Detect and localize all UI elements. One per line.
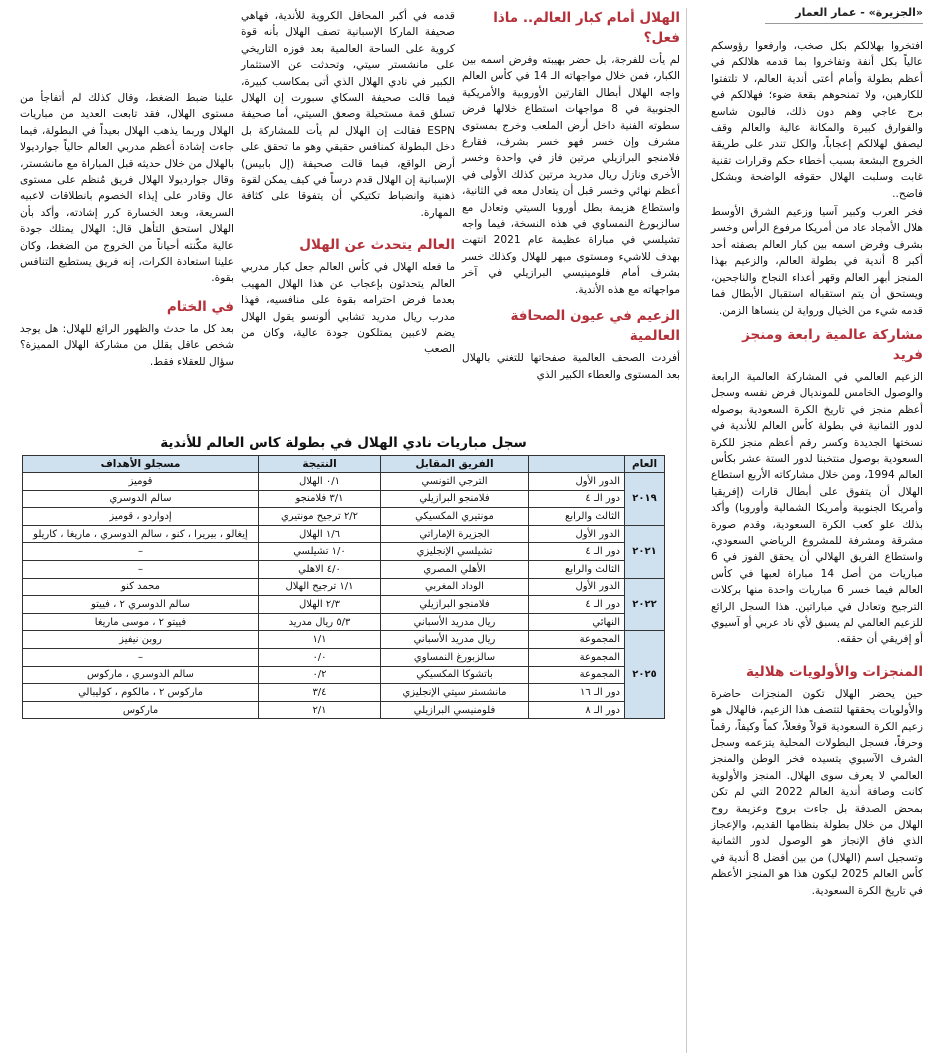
section-paragraph: حين يحضر الهلال تكون المنجزات حاضرة والأولويات يحققها لتتصف هذا الزعيم، فالهلال هو زعيم الكرة السعودية قولاً وفعلاً، كماً وكيفاً، رقماً وحرفاً، فسجل البطولات المحلية يتزعمه وسجل الشرف الآسيوي يتسيده فخر الوطن والمنجز العالمي لا يعرف سوى الهلال. المنجز والأولوية كانت وصافة أندية العالم 2022 التي لم تكن بمحض الصدفة بل جاءت بروح وعزيمة روح الهلال من خلال بطولة بنظامها القديم، والإعجاز الذي فاق الإنجاز هو الوصول لدور الثمانية وتسجيل اسم (الهلال) من بين أفضل 8 أندية في كأس العالم 2025 ليكون هذا هو المنجز الأعظم في تاريخ الكرة السعودية. xyxy=(711,687,923,897)
column-mid-left xyxy=(241,8,455,358)
stage-cell: الدور الأول xyxy=(529,525,625,543)
result-cell: ٣/٤ xyxy=(259,684,381,702)
table-row xyxy=(23,701,665,719)
column-divider xyxy=(686,8,687,1053)
column-left xyxy=(20,90,234,370)
scorers-cell: سالم الدوسري ، ماركوس xyxy=(23,666,259,684)
opponent-cell: الوداد المغربي xyxy=(381,578,529,596)
header-opponent: الفريق المقابل xyxy=(381,456,529,473)
table-header-row xyxy=(23,456,665,473)
year-cell: ٢٠١٩ xyxy=(625,473,665,526)
scorers-cell: قوميز xyxy=(23,473,259,491)
opponent-cell: الأهلي المصري xyxy=(381,560,529,578)
scorers-cell: سالم الدوسري xyxy=(23,490,259,508)
intro-paragraph-2: فخر العرب وكبير آسيا وزعيم الشرق الأوسط هلال الأمجاد عاد من أمريكا مرفوع الرأس وخسر بشرف وفرض اسمه بين كبار العالم بصفته أحد أكبر 8 أندية في بطولة العالم، والزعيم بهذا المنجز أبهر العالم وقهر أعداء النجاح والناجحين، ويستحق أن يتم استقباله استقبال الأبطال فما قدمه شيء من الخيال ورواية لن ينساها الزمن. xyxy=(711,206,923,317)
table-row xyxy=(23,525,665,543)
stage-cell: دور الـ ١٦ xyxy=(529,684,625,702)
result-cell: ٠/١ الهلال xyxy=(259,473,381,491)
opponent-cell: تشيلسي الإنجليزي xyxy=(381,543,529,561)
header-result: النتيجة xyxy=(259,456,381,473)
scorers-cell: ماركوس ٢ ، مالكوم ، كوليبالي xyxy=(23,684,259,702)
section-paragraph: قدمه في أكبر المحافل الكروية للأندية، فهاهي صحيفة الماركا الإسبانية تصف الهلال بأنه قوة كروية على الساحة العالمية بعد فوزه التاريخي على مانشستر سيتي، وتحدثت عن الاستثمار الكبير في نادي الهلال الذي أتى بمكاسب كبيرة، فيما قالت صحيفة السكاي سبورت إن الهلال تسلق قمة مستحيلة وصعق السيتي، أما صحيفة ESPN فقالت إن الهلال لم يأت للمشاركة بل دخل البطولة كمنافس حقيقي وهو ما تحقق على أرض الواقع، فيما قالت صحيفة (إل بابيس) الإسبانية إن الهلال قدم درساً في كيف يمكن لقوة ذهنية وانضباط تكتيكي أن يتفوقا على كثافة المهارة. xyxy=(241,10,455,219)
opponent-cell: باتشوكا المكسيكي xyxy=(381,666,529,684)
table-row xyxy=(23,508,665,526)
result-cell: ١/١ xyxy=(259,631,381,649)
scorers-cell: – xyxy=(23,648,259,666)
column-right xyxy=(711,38,923,899)
header-scorers: مسجلو الأهداف xyxy=(23,456,259,473)
header-stage xyxy=(529,456,625,473)
table-row xyxy=(23,490,665,508)
stage-cell: دور الـ ٤ xyxy=(529,490,625,508)
results-table xyxy=(22,455,665,719)
result-cell: ٣/١ فلامنجو xyxy=(259,490,381,508)
opponent-cell: ريال مدريد الأسباني xyxy=(381,613,529,631)
opponent-cell: الترجي التونسي xyxy=(381,473,529,491)
table-row xyxy=(23,543,665,561)
result-cell: ٠/٠ xyxy=(259,648,381,666)
result-cell: ١/٠ تشيلسي xyxy=(259,543,381,561)
year-cell: ٢٠٢٢ xyxy=(625,578,665,631)
result-cell: ٢/٣ الهلال xyxy=(259,596,381,614)
section-paragraph: الزعيم العالمي في المشاركة العالمية الرابعة والوصول الخامس للمونديال فرض نفسه وسجل أعظم منجز في تاريخ الكرة السعودية بوصوله لدور الثمانية في بطولة كأس العالم للأندية في نسختها الجديدة وكسر رقم أعظم منجز للكرة السعودية بوصول منتخبنا لدور الستة عشر بكأس العالم 1994، ومن خلال مشاركاته الأربع استطاع الهلال أن يتفوق على أبطال قارات (إفريقيا وأمريكا الجنوبية وأمريكا الشمالية وأوروبا) وأكد بذلك علو كعب الكرة السعودية، وقدم صورة مشرقة ومشرفة للمشروع الرياضي السعودي، واستطاع الفريق الهلالي أن يحقق الفوز في 6 مباريات من أصل 14 مباراة لعبها في كأس العالم فيما خسر 6 مباريات واحدة منها بركلات الترجيح وتعادل في مباراتين. هذا السجل الرائع للزعيم العالمي لم يسبق لأي ناد عربي أو آسيوي أو إفريقي أن حققه. xyxy=(711,370,923,646)
section-paragraph: ما فعله الهلال في كأس العالم جعل كبار مدربي العالم يتحدثون بإعجاب عن هذا الهلال المهيب بعدما فرض احترامه بقوة على منافسيه، فهذا مدرب ريال مدريد تشابي ألونسو يقول الهلال يضم لاعبين يمتلكون جودة عالية، وكان من الصعب xyxy=(241,261,455,356)
section-heading: المنجزات والأولويات هلالية xyxy=(745,663,923,680)
result-cell: ٤/٠ الاهلي xyxy=(259,560,381,578)
opponent-cell: فلامنجو البرازيلي xyxy=(381,596,529,614)
result-cell: ٥/٣ ريال مدريد xyxy=(259,613,381,631)
result-cell: ١/٦ الهلال xyxy=(259,525,381,543)
year-cell: ٢٠٢٥ xyxy=(625,631,665,719)
stage-cell: دور الـ ٤ xyxy=(529,543,625,561)
result-cell: ٢/٢ ترجيح مونتيري xyxy=(259,508,381,526)
result-cell: ٢/١ xyxy=(259,701,381,719)
table-row xyxy=(23,631,665,649)
opponent-cell: مونتيري المكسيكي xyxy=(381,508,529,526)
scorers-cell: إدواردو ، قوميز xyxy=(23,508,259,526)
opponent-cell: الجزيرة الإماراتي xyxy=(381,525,529,543)
stage-cell: النهائي xyxy=(529,613,625,631)
stage-cell: الثالث والرابع xyxy=(529,508,625,526)
stage-cell: دور الـ ٤ xyxy=(529,596,625,614)
section-heading: الهلال أمام كبار العالم.. ماذا فعل؟ xyxy=(493,10,680,46)
scorers-cell: إيغالو ، بيريرا ، كنو ، سالم الدوسري ، ماريغا ، كاريلو xyxy=(23,525,259,543)
header-year: العام xyxy=(625,456,665,473)
year-cell: ٢٠٢١ xyxy=(625,525,665,578)
table-row xyxy=(23,666,665,684)
scorers-cell: سالم الدوسري ٢ ، فييتو xyxy=(23,596,259,614)
result-cell: ٠/٢ xyxy=(259,666,381,684)
table-title: سجل مباريات نادي الهلال في بطولة كاس العالم للأندية xyxy=(160,435,527,451)
scorers-cell: – xyxy=(23,543,259,561)
opponent-cell: مانشستر سيتي الإنجليزي xyxy=(381,684,529,702)
scorers-cell: روبن نيفيز xyxy=(23,631,259,649)
scorers-cell: محمد كنو xyxy=(23,578,259,596)
result-cell: ١/١ ترجيح الهلال xyxy=(259,578,381,596)
stage-cell: الثالث والرابع xyxy=(529,560,625,578)
stage-cell: المجموعة xyxy=(529,666,625,684)
section-heading: العالم يتحدث عن الهلال xyxy=(299,237,455,254)
scorers-cell: فييتو ٢ ، موسى ماريغا xyxy=(23,613,259,631)
intro-paragraph: افتخروا بهلالكم بكل صخب، وارفعوا رؤوسكم عالياً بكل أنفة وتفاخروا بما قدمه هلالكم في أعظم بطولة وأمام أعتى أندية العالم، لا تلتفتوا للكارهين، ولا تمنحوهم بقعة ضوء؛ فهلالكم في برج عاجي وهم دون ذلك، فالبون شاسع والفوارق كبيرة والمكانة عالية والعالم وقف ليصفق لهلالكم إعجاباً، والكل تندر على طريقة الخروج البشعة بسبب أخطاء حكم وقرارات تقنية غابت وسلبت الهلال حقوقه الواضحة وبشكل فاضح.. xyxy=(711,40,923,200)
opponent-cell: سالزبورغ النمساوي xyxy=(381,648,529,666)
table-body xyxy=(23,473,665,719)
stage-cell: دور الـ ٨ xyxy=(529,701,625,719)
table-row xyxy=(23,560,665,578)
opponent-cell: فلامنجو البرازيلي xyxy=(381,490,529,508)
stage-cell: المجموعة xyxy=(529,648,625,666)
stage-cell: المجموعة xyxy=(529,631,625,649)
table-row xyxy=(23,596,665,614)
table-row xyxy=(23,578,665,596)
section-paragraph: أفردت الصحف العالمية صفحاتها للتغني بالهلال بعد المستوى والعطاء الكبير الذي xyxy=(462,352,680,381)
section-paragraph: علينا ضبط الضغط، وقال كذلك لم أتفاجأ من مستوى الهلال، فقد تابعت العديد من مباريات الهلال وربما يذهب الهلال بعيداً في البطولة، فيما جاءت إشادة أعظم مدربي العالم حالياً جوارديولا بالهلال من خلال حديثه قبل المباراة مع مانشستر، وقال جوارديولا الهلال فريق مُنظم على مستوى عال وقادر على إيذاء الخصوم بانطلاقات لاعبيه السريعة، وبعد الخسارة كرر إشادته، وأكد بأن الهلال استحق التأهل قال: الهلال يمتلك جودة عالية مكّنته أحياناً من الخروج من الضغط، وكان علينا استعادة الكرات، إنه فريق يستطيع التنافس بقوة. xyxy=(20,92,234,285)
stage-cell: الدور الأول xyxy=(529,578,625,596)
section-heading: الزعيم في عيون الصحافة العالمية xyxy=(510,308,680,345)
section-heading: مشاركة عالمية رابعة ومنجز فريد xyxy=(742,326,923,363)
table-row xyxy=(23,613,665,631)
byline: «الجزيرة» - عمار العمار xyxy=(795,6,923,19)
stage-cell: الدور الأول xyxy=(529,473,625,491)
table-row xyxy=(23,684,665,702)
table-row xyxy=(23,648,665,666)
section-paragraph: بعد كل ما حدث والظهور الرائع للهلال: هل يوجد شخص عاقل يقلل من مشاركة الهلال المميزة؟ سؤال للعقلاء فقط. xyxy=(20,322,234,368)
byline-divider xyxy=(765,23,923,24)
opponent-cell: ريال مدريد الأسباني xyxy=(381,631,529,649)
scorers-cell: – xyxy=(23,560,259,578)
column-mid-right xyxy=(462,8,680,383)
table-row xyxy=(23,473,665,491)
opponent-cell: فلومنيسي البرازيلي xyxy=(381,701,529,719)
section-heading: في الختام xyxy=(166,298,234,315)
section-paragraph: لم يأت للفرجة، بل حضر بهيبته وفرض اسمه بين الكبار، فمن خلال مواجهاته الـ 14 في كأس العالم واجه الهلال أبطال القارتين الأوروبية والأمريكية الجنوبية في 8 مواجهات استطاع خلالها فرض سطوته الفنية داخل أرض الملعب وخرج بمستوى مشرف وإن خسر فهو خسر بشرف، فقارع فلامنجو البرازيلي مرتين فاز في واحدة وخسر الأخرى ونازل ريال مدريد مرتين كذلك الأولى في أعظم نهائي وخسر قبل أن يتعادل معه في الثانية، واستطاع هزيمة بطل أوروبا السيتي وتعادل مع سالزبورغ النمساوي في هذه النسخة، فيما واجه تشيلسي في مباراة عظيمة عام 2021 انتهت بهدف للاشيء ومستوى مبهر للهلال وكذلك خسر بشرف أمام فلومينيسي البرازيلي في آخر مواجهاته مع هذه الأندية. xyxy=(462,54,680,296)
scorers-cell: ماركوس xyxy=(23,701,259,719)
